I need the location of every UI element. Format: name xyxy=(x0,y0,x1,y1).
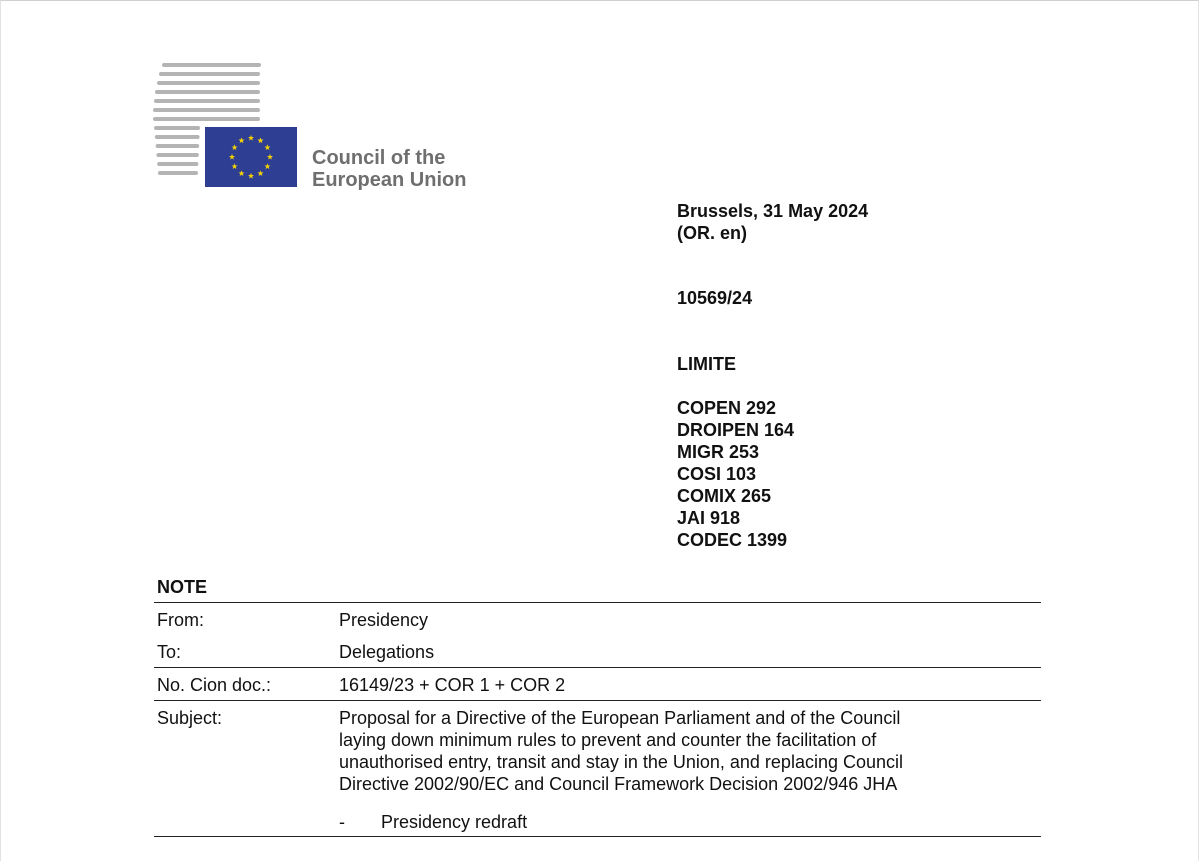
table-rule xyxy=(154,667,1041,668)
subject-line: Proposal for a Directive of the European Parliament and of the Council xyxy=(339,708,901,728)
institution-name-line1: Council of the xyxy=(312,147,446,169)
emblem-stripe xyxy=(157,162,198,166)
to-value: Delegations xyxy=(339,642,435,662)
subject-text xyxy=(339,707,903,795)
document-reference: 10569/24 xyxy=(677,288,753,308)
from-label: From: xyxy=(157,610,204,630)
emblem-stripe xyxy=(156,153,198,157)
emblem-stripe xyxy=(154,99,260,103)
interinstitutional-codes xyxy=(677,397,794,551)
original-language: (OR. en) xyxy=(677,223,747,243)
cion-doc-value: 16149/23 + COR 1 + COR 2 xyxy=(339,675,566,695)
code-item: JAI 918 xyxy=(677,508,741,528)
table-rule-bottom xyxy=(154,836,1041,837)
table-rule xyxy=(154,700,1041,701)
to-label: To: xyxy=(157,642,182,662)
subject-label: Subject: xyxy=(157,708,223,728)
table-rule-top xyxy=(154,602,1041,603)
code-item: DROIPEN 164 xyxy=(677,420,795,440)
code-item: COPEN 292 xyxy=(677,398,777,418)
emblem-stripe xyxy=(156,144,200,148)
emblem-stripe xyxy=(154,126,200,130)
emblem-stripe xyxy=(153,117,260,121)
emblem-stripe xyxy=(155,90,260,94)
emblem-stripe xyxy=(159,72,260,76)
place-date: Brussels, 31 May 2024 xyxy=(677,201,869,221)
code-item: MIGR 253 xyxy=(677,442,760,462)
subject-line: unauthorised entry, transit and stay in the Union, and replacing Council xyxy=(339,752,904,772)
list-dash: - xyxy=(339,812,345,832)
institution-name xyxy=(312,147,466,191)
emblem-stripe xyxy=(155,135,200,139)
council-emblem-icon xyxy=(150,60,310,190)
note-heading: NOTE xyxy=(157,577,208,597)
classification: LIMITE xyxy=(677,354,736,374)
emblem-stripe xyxy=(157,81,260,85)
code-item: COSI 103 xyxy=(677,464,757,484)
emblem-stripe xyxy=(162,63,261,67)
subject-list-item-text: Presidency redraft xyxy=(381,812,528,832)
document-header xyxy=(677,200,868,244)
code-item: CODEC 1399 xyxy=(677,530,788,550)
subject-line: laying down minimum rules to prevent and counter the facilitation of xyxy=(339,730,877,750)
emblem-stripe xyxy=(158,171,198,175)
code-item: COMIX 265 xyxy=(677,486,772,506)
cion-doc-label: No. Cion doc.: xyxy=(157,675,272,695)
emblem-stripe xyxy=(153,108,260,112)
institution-name-line2: European Union xyxy=(312,169,467,191)
from-value: Presidency xyxy=(339,610,429,630)
subject-line: Directive 2002/90/EC and Council Framework Decision 2002/946 JHA xyxy=(339,774,898,794)
